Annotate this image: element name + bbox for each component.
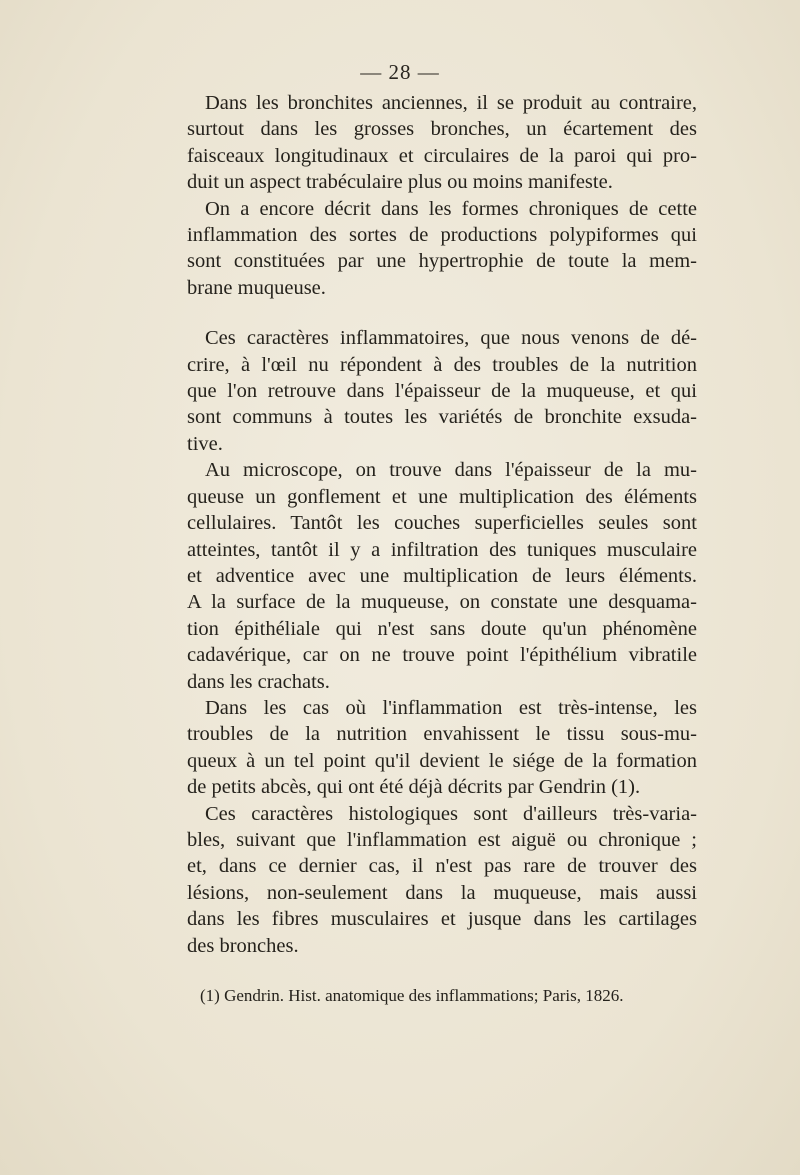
text-line: dans les crachats. [187,670,330,693]
text-line: cellulaires. Tantôt les couches superficielles seules sont [187,512,697,535]
text-line: brane muqueuse. [187,276,326,299]
text-line: inflammation des sortes de productions polypiformes qui [187,224,697,247]
paragraph [187,457,697,695]
text-line: et adventice avec une multiplication de leurs éléments. [187,564,697,587]
text-line: tion épithéliale qui n'est sans doute qu'un phénomène [187,617,697,640]
paragraph [187,196,697,302]
footnote: (1) Gendrin. Hist. anatomique des inflammations; Paris, 1826. [200,986,624,1005]
text-line: sont constituées par une hypertrophie de toute la mem- [187,250,697,273]
text-line: cadavérique, car on ne trouve point l'épithélium vibratile [187,644,697,667]
text-line: duit un aspect trabéculaire plus ou moins manifeste. [187,171,613,194]
text-line: faisceaux longitudinaux et circulaires de la paroi qui pro- [187,144,697,167]
text-line: Dans les bronchites anciennes, il se produit au contraire, [205,92,697,114]
body-text [187,90,697,959]
text-line: queuse un gonflement et une multiplication des éléments [187,485,697,508]
text-line: Ces caractères inflammatoires, que nous venons de dé- [205,327,697,350]
text-line: bles, suivant que l'inflammation est aiguë ou chronique ; [187,828,697,851]
text-line: atteintes, tantôt il y a infiltration des tuniques musculaire [187,538,697,561]
text-line: que l'on retrouve dans l'épaisseur de la muqueuse, et qui [187,380,697,403]
paragraph [187,325,697,457]
text-line: tive. [187,432,223,455]
text-line: des bronches. [187,934,299,957]
text-line: A la surface de la muqueuse, on constate une desquama- [187,591,697,614]
paragraph-gap [187,301,697,325]
text-line: crire, à l'œil nu répondent à des troubles de la nutrition [187,353,697,376]
text-line: sont communs à toutes les variétés de bronchite exsuda- [187,406,697,429]
text-line: et, dans ce dernier cas, il n'est pas rare de trouver des [187,855,697,878]
text-line: Au microscope, on trouve dans l'épaisseur de la mu- [205,459,697,482]
text-line: troubles de la nutrition envahissent le tissu sous-mu- [187,723,697,746]
paragraph [187,695,697,801]
page-number: — 28 — [360,60,440,84]
text-line: Dans les cas où l'inflammation est très-intense, les [205,696,697,719]
text-line: On a encore décrit dans les formes chroniques de cette [205,197,697,220]
text-line: surtout dans les grosses bronches, un écartement des [187,118,697,141]
paragraph [187,90,697,196]
text-line: de petits abcès, qui ont été déjà décrits par Gendrin (1). [187,776,641,799]
text-line: lésions, non-seulement dans la muqueuse, mais aussi [187,881,697,904]
text-line: queux à un tel point qu'il devient le siége de la formation [187,749,697,772]
text-line: dans les fibres musculaires et jusque dans les cartilages [187,908,697,931]
paragraph [187,801,697,959]
text-line: Ces caractères histologiques sont d'ailleurs très-varia- [205,802,697,825]
